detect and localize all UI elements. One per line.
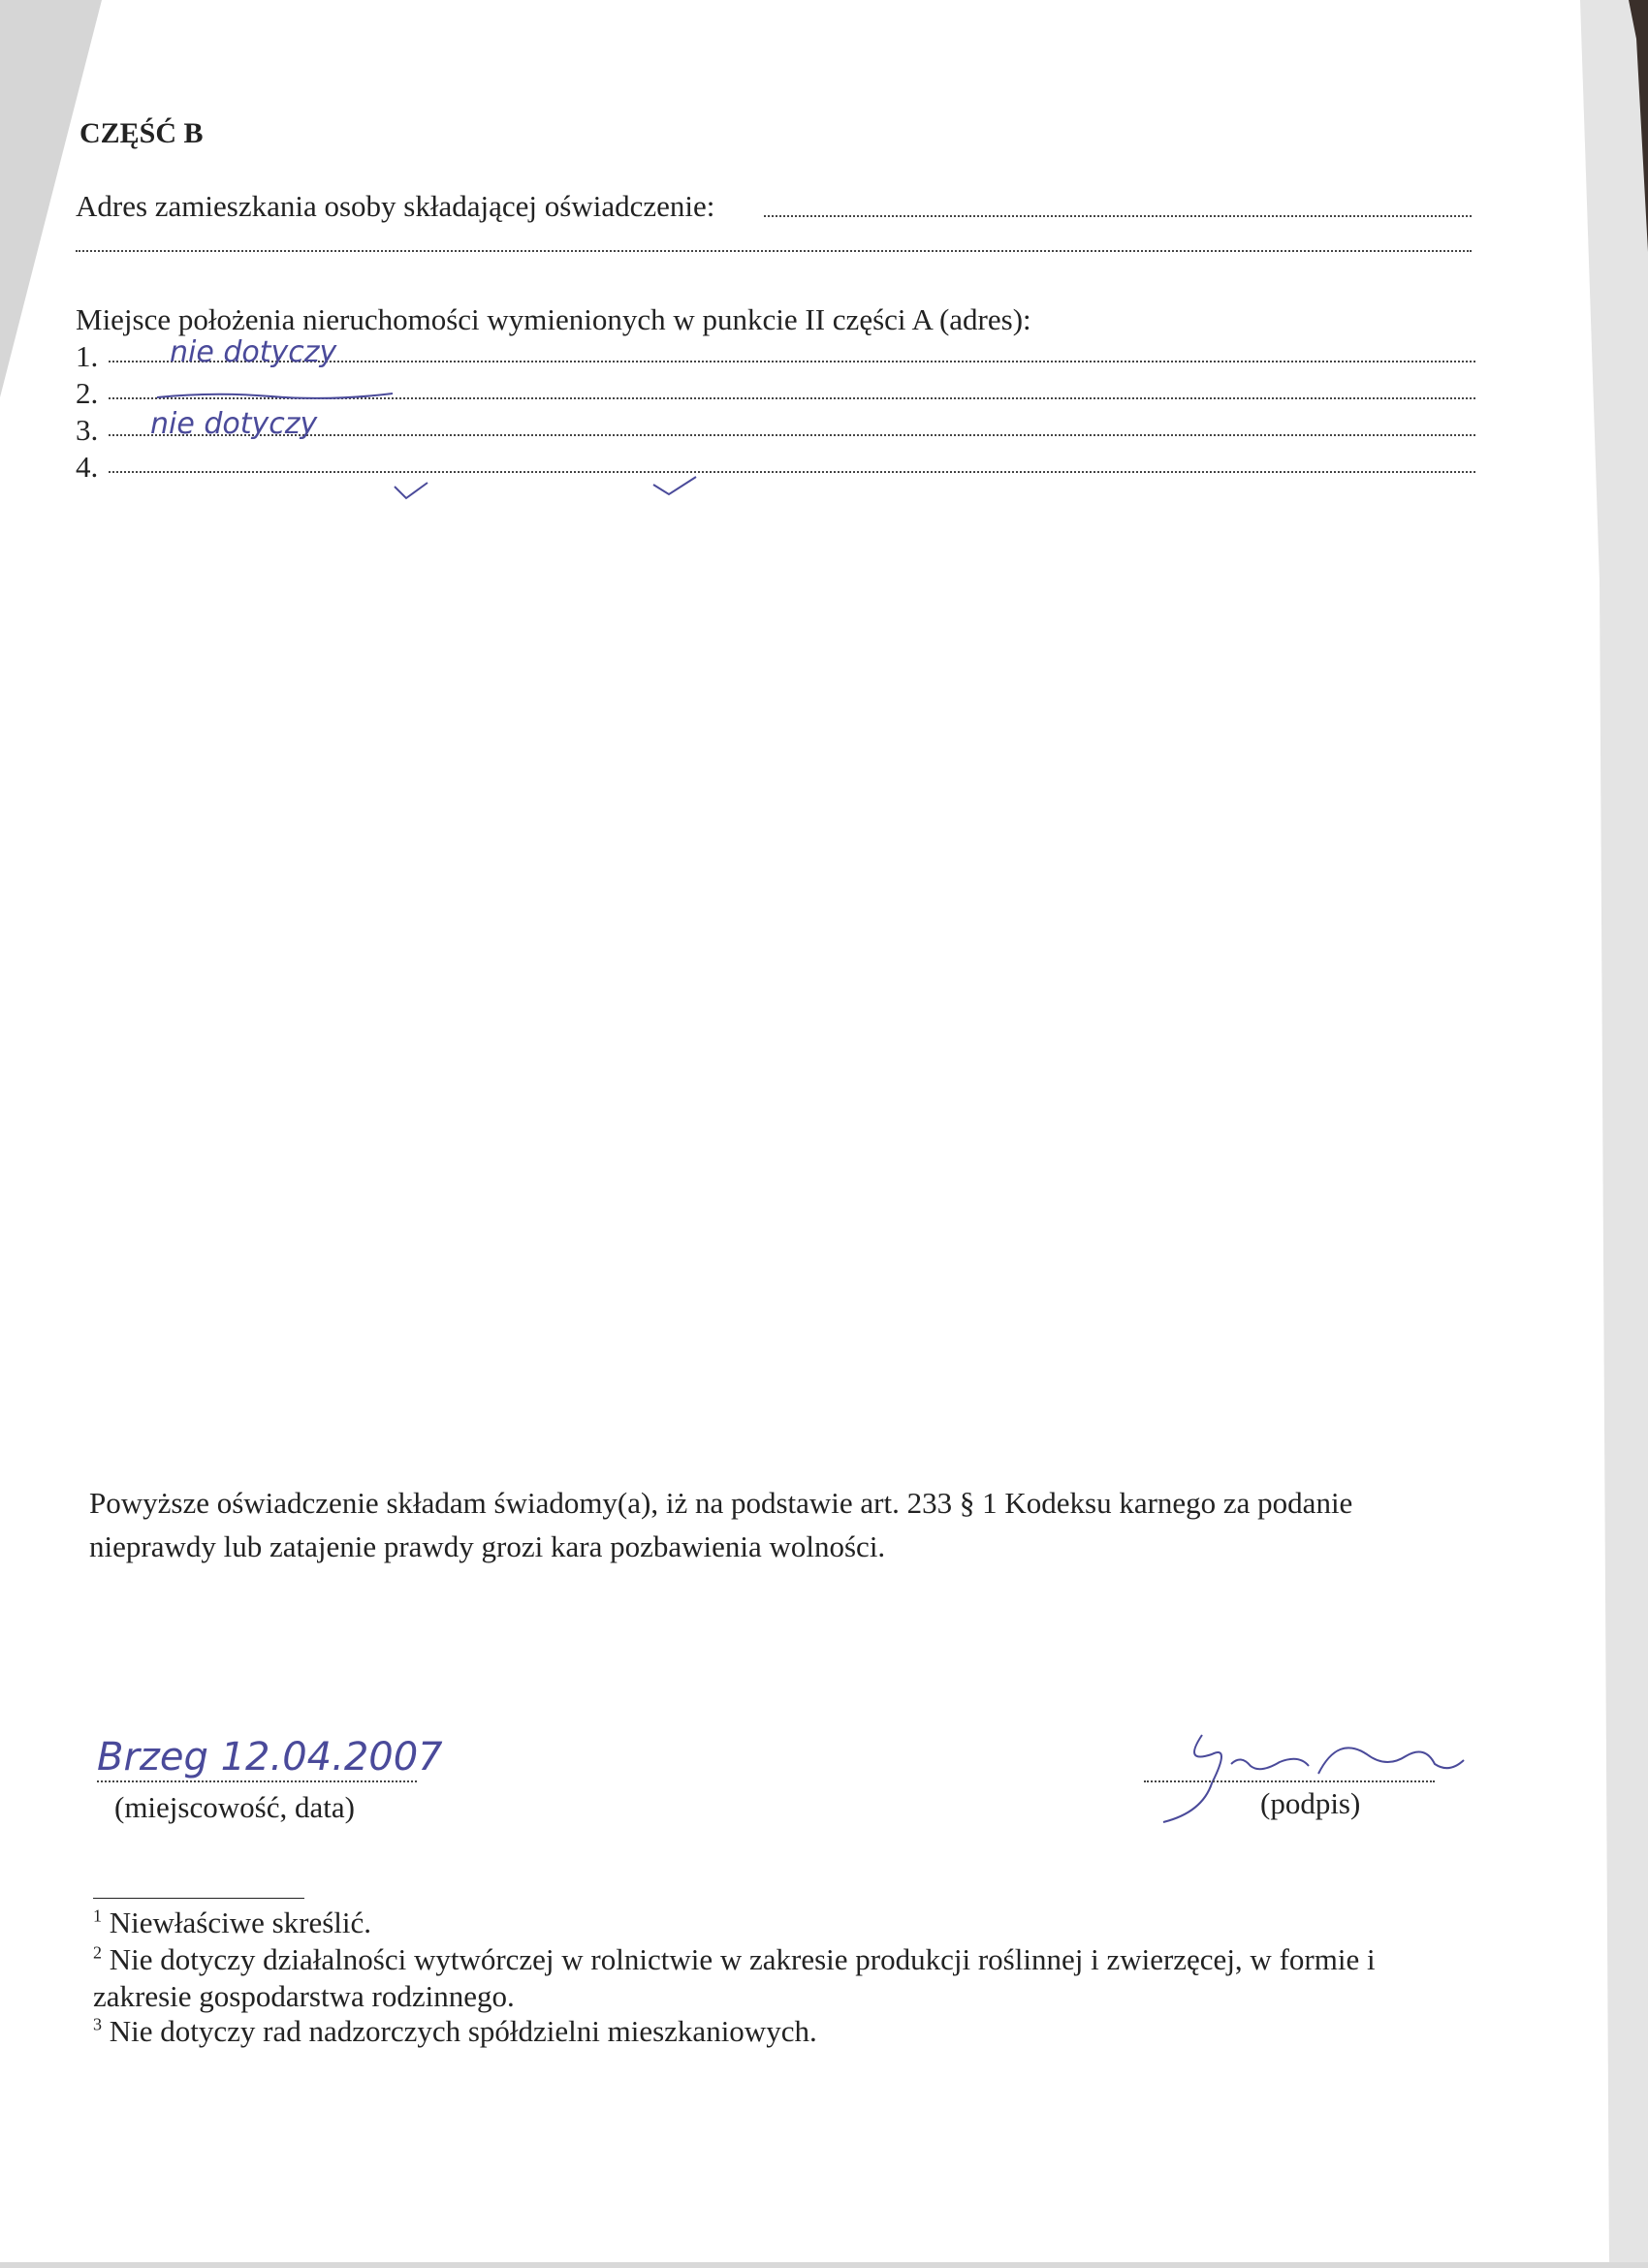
place-date-handwriting: Brzeg 12.04.2007 xyxy=(97,1735,443,1780)
property-item-2-strike-mark xyxy=(155,380,397,409)
footnote-3-mark: 3 xyxy=(93,2014,102,2034)
footnote-2-continuation: zakresie gospodarstwa rodzinnego. xyxy=(93,1979,515,2013)
signature-caption: (podpis) xyxy=(1260,1786,1361,1820)
place-date-caption: (miejscowość, data) xyxy=(114,1790,355,1824)
scan-edge-bottom xyxy=(0,2262,1648,2268)
residence-field-line-1[interactable] xyxy=(764,215,1472,217)
signature-line[interactable] xyxy=(1144,1780,1435,1782)
property-item-1-number: 1. xyxy=(76,339,99,373)
footnote-1 xyxy=(93,1906,371,1940)
scan-edge-right xyxy=(1570,0,1648,2268)
footnote-2-mark: 2 xyxy=(93,1942,102,1963)
check-mark-right xyxy=(651,473,700,502)
footnote-1-text: Niewłaściwe skreślić. xyxy=(109,1906,372,1939)
property-item-2-number: 2. xyxy=(76,376,99,410)
declaration-line-2: nieprawdy lub zatajenie prawdy grozi kara pozbawienia wolności. xyxy=(89,1529,886,1563)
properties-label: Miejsce położenia nieruchomości wymienionych w punkcie II części A (adres): xyxy=(76,302,1031,336)
property-item-3-handwriting: nie dotyczy xyxy=(150,407,318,441)
footnote-3-text: Nie dotyczy rad nadzorczych spółdzielni mieszkaniowych. xyxy=(109,2014,817,2048)
part-heading: CZĘŚĆ B xyxy=(79,117,204,149)
property-item-4-number: 4. xyxy=(76,450,99,484)
footnote-separator xyxy=(93,1898,304,1899)
footnote-2-text: Nie dotyczy działalności wytwórczej w rolnictwie w zakresie produkcji roślinnej i zwierzęcej, w formie i xyxy=(109,1942,1376,1976)
property-item-3-number: 3. xyxy=(76,413,99,447)
footnote-1-mark: 1 xyxy=(93,1906,102,1926)
residence-label: Adres zamieszkania osoby składającej oświadczenie: xyxy=(76,189,715,223)
footnote-3 xyxy=(93,2014,817,2049)
check-mark-left xyxy=(393,477,431,506)
property-item-1-handwriting: nie dotyczy xyxy=(170,335,337,369)
place-date-line[interactable] xyxy=(97,1780,417,1782)
footnote-2 xyxy=(93,1942,1376,1977)
property-item-4-line[interactable] xyxy=(109,471,1475,473)
declaration-line-1: Powyższe oświadczenie składam świadomy(a), iż na podstawie art. 233 § 1 Kodeksu karnego za podanie xyxy=(89,1486,1353,1520)
residence-field-line-2[interactable] xyxy=(76,250,1472,252)
